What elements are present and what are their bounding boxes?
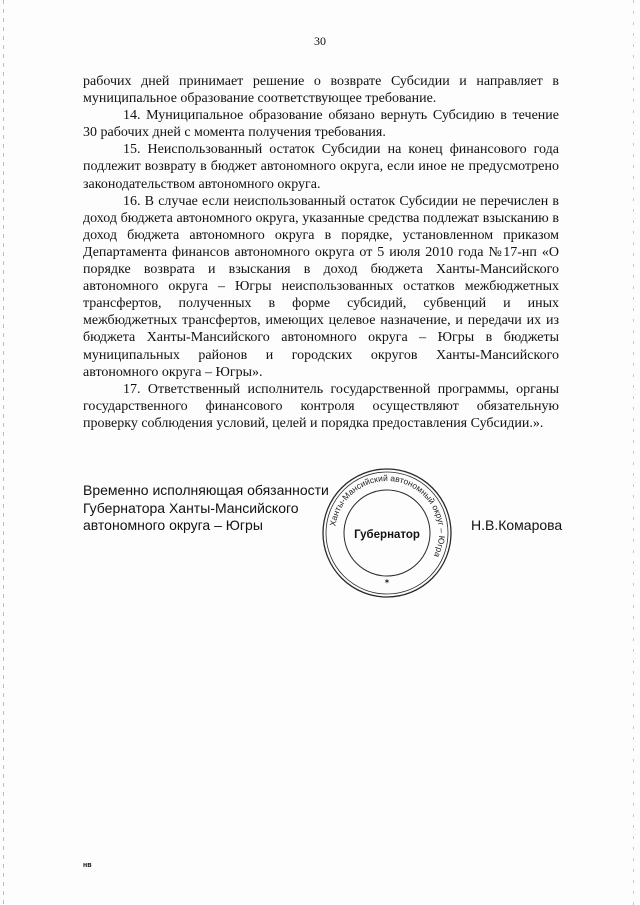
seal-star-icon: ✶ [383, 577, 391, 586]
seal-center-text: Губернатор [354, 529, 420, 541]
paragraph-15: 15. Неиспользованный остаток Субсидии на конец финансового года подлежит возврату в бюджет автономного округа, если иное не предусмотрено законодательством автономного округа. [83, 142, 559, 192]
official-seal [320, 466, 454, 600]
paragraph-14: 14. Муниципальное образование обязано вернуть Субсидию в течение 30 рабочих дней с момента получения требования. [83, 108, 559, 141]
paragraph-16: 16. В случае если неиспользованный остаток Субсидии не перечислен в доход бюджета автономного округа, указанные средства подлежат взысканию в доход бюджета автономного округа в порядке, установленном приказом Департамента финансов автономного округа от 5 июля 2010 года №17-нп «О порядке возврата и взыскания в доход бюджета Ханты-Мансийского автономного округа – Югры неиспользованных остатков межбюджетных трансфертов, полученных в форме субсидий, субвенций и иных межбюджетных трансфертов, имеющих целевое назначение, и передачи их из бюджета Ханты-Мансийского автономного округа – Югры в бюджеты муниципальных районов и городских округов Ханты-Мансийского автономного округа – Югры». [83, 193, 559, 380]
signer-name: Н.В.Комарова [471, 517, 563, 533]
paragraph-17: 17. Ответственный исполнитель государственной программы, органы государственного финансового контроля осуществляют обязательную проверку соблюдения условий, целей и порядка предоставления Субсидии.». [83, 381, 559, 431]
signatory-line-3: автономного округа – Югры [83, 517, 263, 534]
signatory-title [83, 482, 333, 535]
signatory-line-1: Временно исполняющая обязанности [83, 482, 329, 498]
page-number: 30 [314, 34, 326, 48]
scan-edge-right [633, 0, 634, 905]
paragraph-continuation: рабочих дней принимает решение о возврате Субсидии и направляет в муниципальное образование соответствующее требование. [83, 74, 559, 107]
signatory-line-2: Губернатора Ханты-Мансийского [83, 499, 299, 516]
document-body [83, 73, 559, 432]
footer-initials: нв [83, 862, 92, 869]
seal-ring-text: Ханты-Мансийский автономный округ – Югра [327, 472, 448, 559]
scan-edge-left [3, 0, 4, 905]
